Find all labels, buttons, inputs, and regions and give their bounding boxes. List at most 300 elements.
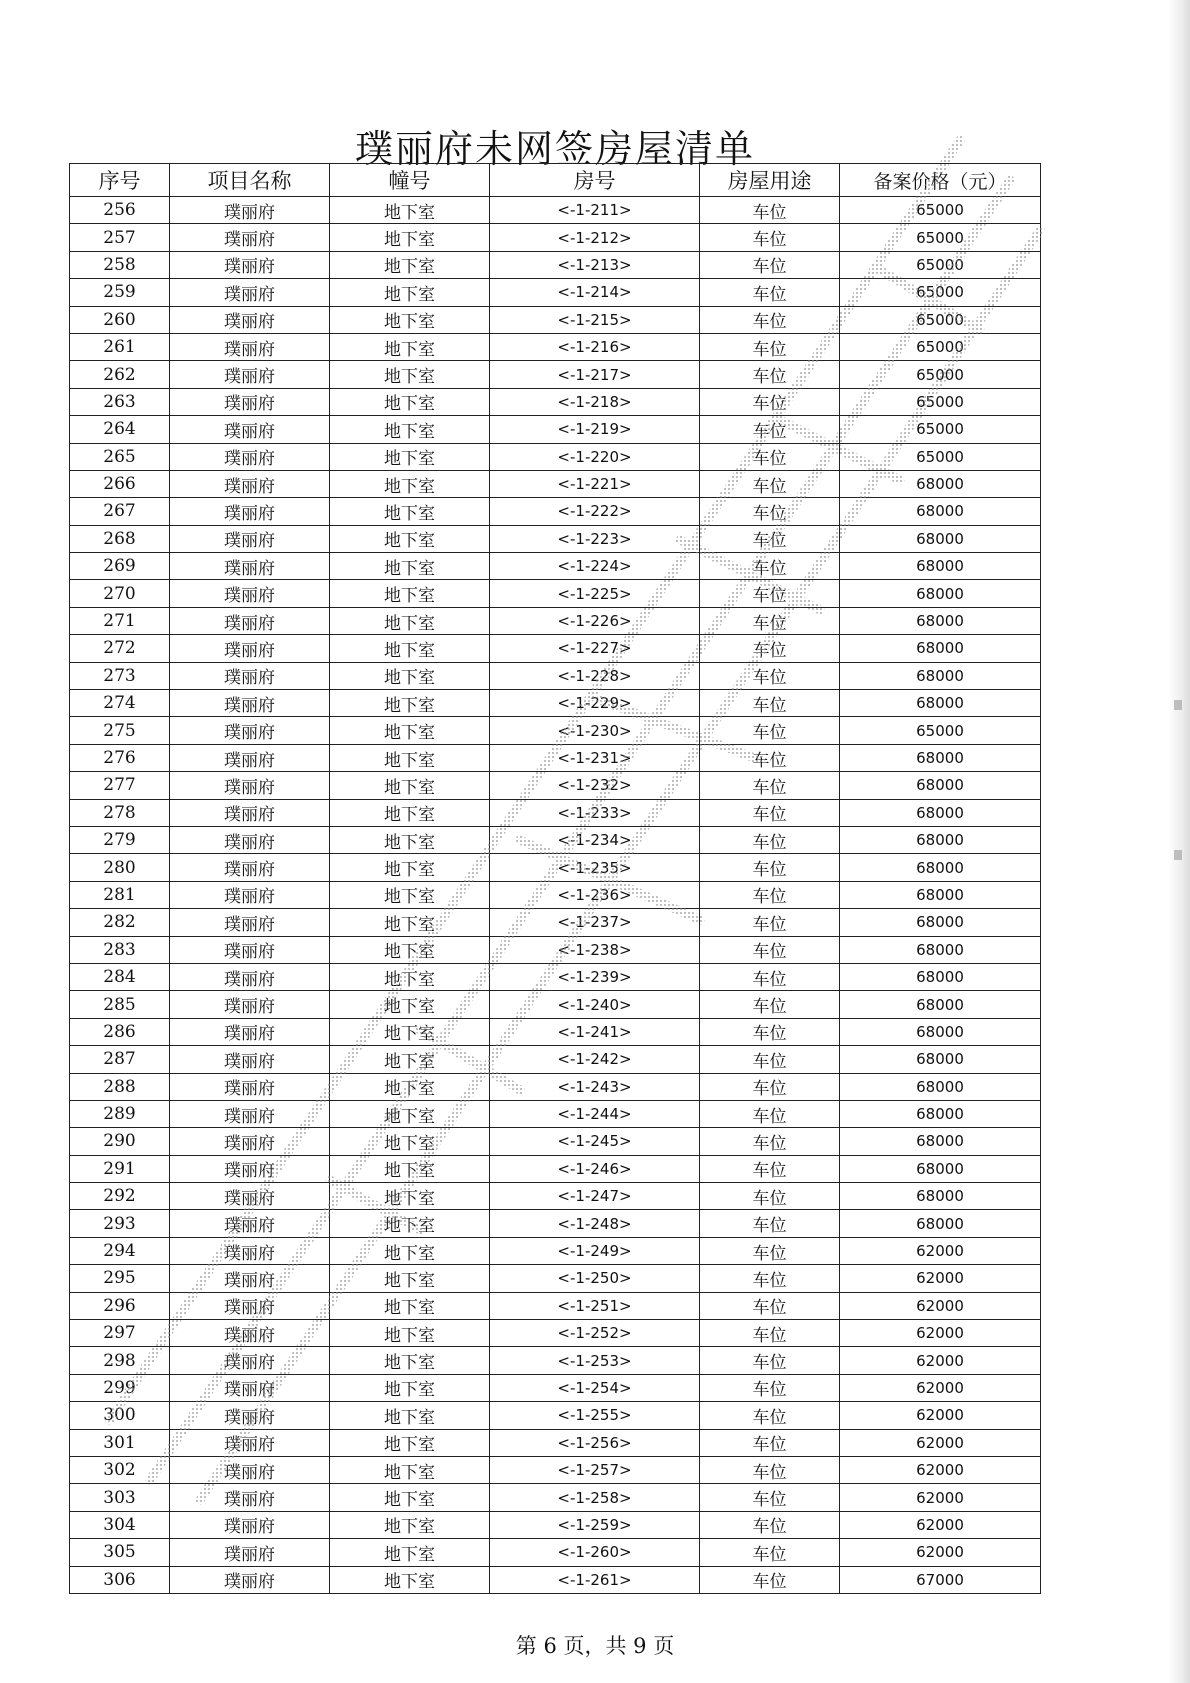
cell-project: 璞丽府 <box>170 1320 330 1347</box>
cell-price: 65000 <box>840 251 1041 278</box>
table-row <box>70 854 1041 881</box>
cell-price: 62000 <box>840 1237 1041 1264</box>
cell-usage: 车位 <box>700 881 840 908</box>
cell-building: 地下室 <box>330 854 490 881</box>
cell-price: 62000 <box>840 1456 1041 1483</box>
cell-no: 286 <box>70 1018 170 1045</box>
cell-room: <-1-212> <box>490 224 700 251</box>
cell-project: 璞丽府 <box>170 772 330 799</box>
cell-room: <-1-257> <box>490 1456 700 1483</box>
table-row <box>70 772 1041 799</box>
cell-price: 68000 <box>840 909 1041 936</box>
cell-usage: 车位 <box>700 690 840 717</box>
cell-no: 287 <box>70 1046 170 1073</box>
cell-price: 68000 <box>840 607 1041 634</box>
cell-usage: 车位 <box>700 936 840 963</box>
cell-project: 璞丽府 <box>170 799 330 826</box>
cell-price: 68000 <box>840 772 1041 799</box>
cell-usage: 车位 <box>700 662 840 689</box>
cell-no: 277 <box>70 772 170 799</box>
cell-price: 68000 <box>840 498 1041 525</box>
cell-room: <-1-232> <box>490 772 700 799</box>
cell-price: 62000 <box>840 1265 1041 1292</box>
cell-price: 62000 <box>840 1374 1041 1401</box>
table-row <box>70 1237 1041 1264</box>
cell-room: <-1-219> <box>490 416 700 443</box>
cell-usage: 车位 <box>700 224 840 251</box>
cell-project: 璞丽府 <box>170 251 330 278</box>
cell-room: <-1-253> <box>490 1347 700 1374</box>
cell-building: 地下室 <box>330 635 490 662</box>
cell-building: 地下室 <box>330 361 490 388</box>
cell-usage: 车位 <box>700 1073 840 1100</box>
table-row <box>70 1046 1041 1073</box>
cell-room: <-1-225> <box>490 580 700 607</box>
table-row <box>70 1100 1041 1127</box>
cell-building: 地下室 <box>330 662 490 689</box>
cell-usage: 车位 <box>700 1183 840 1210</box>
cell-project: 璞丽府 <box>170 416 330 443</box>
scan-edge-shadow <box>1168 0 1190 1683</box>
cell-room: <-1-215> <box>490 306 700 333</box>
cell-building: 地下室 <box>330 1018 490 1045</box>
cell-room: <-1-254> <box>490 1374 700 1401</box>
table-row <box>70 416 1041 443</box>
cell-usage: 车位 <box>700 498 840 525</box>
table-row <box>70 1183 1041 1210</box>
table-row <box>70 525 1041 552</box>
cell-project: 璞丽府 <box>170 826 330 853</box>
cell-project: 璞丽府 <box>170 1429 330 1456</box>
cell-price: 68000 <box>840 936 1041 963</box>
house-list-table <box>69 163 1041 1594</box>
page-title: 璞丽府未网签房屋清单 <box>354 127 755 171</box>
cell-usage: 车位 <box>700 909 840 936</box>
cell-usage: 车位 <box>700 306 840 333</box>
cell-project: 璞丽府 <box>170 333 330 360</box>
cell-room: <-1-260> <box>490 1539 700 1566</box>
cell-price: 62000 <box>840 1511 1041 1538</box>
cell-usage: 车位 <box>700 580 840 607</box>
table-row <box>70 306 1041 333</box>
cell-no: 266 <box>70 470 170 497</box>
cell-room: <-1-240> <box>490 991 700 1018</box>
cell-no: 259 <box>70 279 170 306</box>
cell-building: 地下室 <box>330 1320 490 1347</box>
cell-project: 璞丽府 <box>170 388 330 415</box>
cell-price: 68000 <box>840 826 1041 853</box>
cell-building: 地下室 <box>330 826 490 853</box>
cell-usage: 车位 <box>700 1237 840 1264</box>
cell-usage: 车位 <box>700 525 840 552</box>
cell-room: <-1-259> <box>490 1511 700 1538</box>
cell-price: 68000 <box>840 1128 1041 1155</box>
cell-no: 302 <box>70 1456 170 1483</box>
cell-price: 68000 <box>840 1210 1041 1237</box>
cell-room: <-1-235> <box>490 854 700 881</box>
cell-usage: 车位 <box>700 1347 840 1374</box>
cell-no: 300 <box>70 1402 170 1429</box>
cell-building: 地下室 <box>330 991 490 1018</box>
cell-usage: 车位 <box>700 1456 840 1483</box>
table-row <box>70 635 1041 662</box>
cell-building: 地下室 <box>330 1155 490 1182</box>
cell-building: 地下室 <box>330 498 490 525</box>
cell-room: <-1-239> <box>490 963 700 990</box>
table-row <box>70 1347 1041 1374</box>
cell-project: 璞丽府 <box>170 854 330 881</box>
cell-no: 296 <box>70 1292 170 1319</box>
cell-no: 278 <box>70 799 170 826</box>
header-price: 备案价格（元） <box>840 164 1041 197</box>
cell-project: 璞丽府 <box>170 1183 330 1210</box>
cell-price: 67000 <box>840 1566 1041 1593</box>
cell-price: 65000 <box>840 333 1041 360</box>
cell-no: 293 <box>70 1210 170 1237</box>
cell-project: 璞丽府 <box>170 991 330 1018</box>
table-row <box>70 1374 1041 1401</box>
cell-room: <-1-229> <box>490 690 700 717</box>
cell-usage: 车位 <box>700 607 840 634</box>
cell-project: 璞丽府 <box>170 1347 330 1374</box>
cell-no: 280 <box>70 854 170 881</box>
cell-no: 289 <box>70 1100 170 1127</box>
cell-room: <-1-258> <box>490 1484 700 1511</box>
cell-usage: 车位 <box>700 333 840 360</box>
cell-building: 地下室 <box>330 306 490 333</box>
cell-project: 璞丽府 <box>170 306 330 333</box>
cell-project: 璞丽府 <box>170 1073 330 1100</box>
cell-project: 璞丽府 <box>170 1566 330 1593</box>
cell-usage: 车位 <box>700 991 840 1018</box>
cell-room: <-1-224> <box>490 553 700 580</box>
cell-project: 璞丽府 <box>170 936 330 963</box>
cell-room: <-1-244> <box>490 1100 700 1127</box>
cell-price: 65000 <box>840 279 1041 306</box>
cell-price: 62000 <box>840 1292 1041 1319</box>
cell-room: <-1-231> <box>490 744 700 771</box>
cell-room: <-1-236> <box>490 881 700 908</box>
cell-usage: 车位 <box>700 1511 840 1538</box>
cell-room: <-1-222> <box>490 498 700 525</box>
cell-price: 62000 <box>840 1484 1041 1511</box>
cell-no: 256 <box>70 197 170 224</box>
cell-room: <-1-217> <box>490 361 700 388</box>
cell-building: 地下室 <box>330 1265 490 1292</box>
cell-room: <-1-227> <box>490 635 700 662</box>
cell-usage: 车位 <box>700 744 840 771</box>
cell-building: 地下室 <box>330 1073 490 1100</box>
cell-price: 68000 <box>840 470 1041 497</box>
cell-usage: 车位 <box>700 1566 840 1593</box>
cell-usage: 车位 <box>700 1128 840 1155</box>
cell-price: 65000 <box>840 388 1041 415</box>
table-row <box>70 1018 1041 1045</box>
cell-room: <-1-246> <box>490 1155 700 1182</box>
cell-project: 璞丽府 <box>170 498 330 525</box>
table-row <box>70 607 1041 634</box>
cell-no: 281 <box>70 881 170 908</box>
table-row <box>70 1539 1041 1566</box>
cell-no: 282 <box>70 909 170 936</box>
cell-building: 地下室 <box>330 1100 490 1127</box>
cell-price: 68000 <box>840 991 1041 1018</box>
cell-usage: 车位 <box>700 1429 840 1456</box>
cell-no: 283 <box>70 936 170 963</box>
table-row <box>70 1566 1041 1593</box>
cell-building: 地下室 <box>330 1292 490 1319</box>
cell-project: 璞丽府 <box>170 1155 330 1182</box>
cell-no: 269 <box>70 553 170 580</box>
cell-room: <-1-249> <box>490 1237 700 1264</box>
cell-project: 璞丽府 <box>170 361 330 388</box>
cell-building: 地下室 <box>330 1347 490 1374</box>
cell-price: 68000 <box>840 635 1041 662</box>
cell-price: 68000 <box>840 1100 1041 1127</box>
cell-project: 璞丽府 <box>170 607 330 634</box>
table-row <box>70 443 1041 470</box>
table-row <box>70 361 1041 388</box>
scan-edge-mark <box>1174 850 1182 860</box>
cell-room: <-1-211> <box>490 197 700 224</box>
cell-price: 62000 <box>840 1402 1041 1429</box>
cell-usage: 车位 <box>700 1292 840 1319</box>
cell-no: 297 <box>70 1320 170 1347</box>
cell-room: <-1-241> <box>490 1018 700 1045</box>
table-row <box>70 1320 1041 1347</box>
cell-price: 68000 <box>840 963 1041 990</box>
cell-project: 璞丽府 <box>170 279 330 306</box>
table-row <box>70 717 1041 744</box>
cell-building: 地下室 <box>330 279 490 306</box>
cell-project: 璞丽府 <box>170 197 330 224</box>
table-row <box>70 197 1041 224</box>
cell-price: 68000 <box>840 881 1041 908</box>
cell-price: 62000 <box>840 1539 1041 1566</box>
cell-room: <-1-252> <box>490 1320 700 1347</box>
cell-price: 68000 <box>840 799 1041 826</box>
cell-price: 68000 <box>840 1046 1041 1073</box>
table-row <box>70 1155 1041 1182</box>
cell-no: 290 <box>70 1128 170 1155</box>
cell-usage: 车位 <box>700 635 840 662</box>
cell-no: 265 <box>70 443 170 470</box>
cell-no: 288 <box>70 1073 170 1100</box>
cell-price: 68000 <box>840 525 1041 552</box>
cell-usage: 车位 <box>700 1100 840 1127</box>
cell-no: 284 <box>70 963 170 990</box>
cell-price: 68000 <box>840 553 1041 580</box>
cell-no: 299 <box>70 1374 170 1401</box>
cell-project: 璞丽府 <box>170 1511 330 1538</box>
table-row <box>70 388 1041 415</box>
cell-room: <-1-234> <box>490 826 700 853</box>
cell-no: 279 <box>70 826 170 853</box>
cell-no: 295 <box>70 1265 170 1292</box>
cell-price: 65000 <box>840 443 1041 470</box>
cell-building: 地下室 <box>330 799 490 826</box>
table-header-row <box>70 164 1041 197</box>
cell-usage: 车位 <box>700 197 840 224</box>
cell-room: <-1-237> <box>490 909 700 936</box>
cell-no: 304 <box>70 1511 170 1538</box>
table-row <box>70 1402 1041 1429</box>
cell-project: 璞丽府 <box>170 635 330 662</box>
cell-usage: 车位 <box>700 854 840 881</box>
cell-building: 地下室 <box>330 1046 490 1073</box>
cell-no: 291 <box>70 1155 170 1182</box>
cell-room: <-1-216> <box>490 333 700 360</box>
cell-building: 地下室 <box>330 416 490 443</box>
cell-price: 65000 <box>840 416 1041 443</box>
cell-no: 257 <box>70 224 170 251</box>
cell-project: 璞丽府 <box>170 1018 330 1045</box>
cell-usage: 车位 <box>700 799 840 826</box>
cell-usage: 车位 <box>700 1539 840 1566</box>
cell-room: <-1-247> <box>490 1183 700 1210</box>
cell-price: 65000 <box>840 224 1041 251</box>
cell-usage: 车位 <box>700 1046 840 1073</box>
cell-project: 璞丽府 <box>170 1402 330 1429</box>
cell-price: 65000 <box>840 306 1041 333</box>
table-row <box>70 1456 1041 1483</box>
cell-price: 65000 <box>840 717 1041 744</box>
table-row <box>70 1128 1041 1155</box>
cell-building: 地下室 <box>330 1511 490 1538</box>
cell-building: 地下室 <box>330 1374 490 1401</box>
cell-usage: 车位 <box>700 443 840 470</box>
cell-no: 301 <box>70 1429 170 1456</box>
cell-room: <-1-248> <box>490 1210 700 1237</box>
cell-building: 地下室 <box>330 717 490 744</box>
cell-project: 璞丽府 <box>170 1374 330 1401</box>
cell-usage: 车位 <box>700 826 840 853</box>
header-project: 项目名称 <box>170 164 330 197</box>
table-row <box>70 553 1041 580</box>
cell-building: 地下室 <box>330 1402 490 1429</box>
cell-price: 68000 <box>840 690 1041 717</box>
cell-project: 璞丽府 <box>170 1265 330 1292</box>
cell-building: 地下室 <box>330 580 490 607</box>
cell-price: 68000 <box>840 1155 1041 1182</box>
cell-building: 地下室 <box>330 881 490 908</box>
cell-room: <-1-238> <box>490 936 700 963</box>
cell-price: 62000 <box>840 1320 1041 1347</box>
cell-no: 258 <box>70 251 170 278</box>
cell-no: 267 <box>70 498 170 525</box>
cell-price: 68000 <box>840 662 1041 689</box>
cell-usage: 车位 <box>700 279 840 306</box>
cell-usage: 车位 <box>700 717 840 744</box>
table-row <box>70 1265 1041 1292</box>
cell-no: 271 <box>70 607 170 634</box>
table-row <box>70 991 1041 1018</box>
cell-no: 292 <box>70 1183 170 1210</box>
cell-usage: 车位 <box>700 963 840 990</box>
cell-project: 璞丽府 <box>170 525 330 552</box>
cell-usage: 车位 <box>700 470 840 497</box>
cell-project: 璞丽府 <box>170 470 330 497</box>
cell-room: <-1-242> <box>490 1046 700 1073</box>
cell-usage: 车位 <box>700 416 840 443</box>
table-row <box>70 279 1041 306</box>
cell-building: 地下室 <box>330 1484 490 1511</box>
cell-price: 68000 <box>840 854 1041 881</box>
cell-room: <-1-261> <box>490 1566 700 1593</box>
cell-price: 68000 <box>840 580 1041 607</box>
cell-usage: 车位 <box>700 1210 840 1237</box>
cell-project: 璞丽府 <box>170 1046 330 1073</box>
cell-project: 璞丽府 <box>170 744 330 771</box>
cell-building: 地下室 <box>330 936 490 963</box>
cell-price: 62000 <box>840 1347 1041 1374</box>
cell-price: 68000 <box>840 1018 1041 1045</box>
scan-edge-mark <box>1174 700 1182 710</box>
header-usage: 房屋用途 <box>700 164 840 197</box>
table-body <box>70 197 1041 1594</box>
cell-no: 274 <box>70 690 170 717</box>
cell-project: 璞丽府 <box>170 1210 330 1237</box>
cell-usage: 车位 <box>700 388 840 415</box>
cell-room: <-1-255> <box>490 1402 700 1429</box>
cell-building: 地下室 <box>330 553 490 580</box>
table-row <box>70 580 1041 607</box>
cell-project: 璞丽府 <box>170 224 330 251</box>
cell-usage: 车位 <box>700 1402 840 1429</box>
cell-room: <-1-226> <box>490 607 700 634</box>
table-row <box>70 333 1041 360</box>
cell-room: <-1-221> <box>490 470 700 497</box>
cell-project: 璞丽府 <box>170 1100 330 1127</box>
cell-project: 璞丽府 <box>170 717 330 744</box>
cell-no: 268 <box>70 525 170 552</box>
cell-project: 璞丽府 <box>170 1128 330 1155</box>
cell-no: 306 <box>70 1566 170 1593</box>
cell-no: 264 <box>70 416 170 443</box>
cell-no: 263 <box>70 388 170 415</box>
cell-room: <-1-233> <box>490 799 700 826</box>
table-row <box>70 744 1041 771</box>
cell-room: <-1-256> <box>490 1429 700 1456</box>
table-row <box>70 826 1041 853</box>
cell-usage: 车位 <box>700 1484 840 1511</box>
cell-price: 65000 <box>840 197 1041 224</box>
cell-building: 地下室 <box>330 690 490 717</box>
cell-room: <-1-218> <box>490 388 700 415</box>
cell-room: <-1-250> <box>490 1265 700 1292</box>
cell-usage: 车位 <box>700 361 840 388</box>
cell-room: <-1-230> <box>490 717 700 744</box>
cell-no: 260 <box>70 306 170 333</box>
table-row <box>70 881 1041 908</box>
cell-price: 65000 <box>840 361 1041 388</box>
table-row <box>70 936 1041 963</box>
cell-room: <-1-251> <box>490 1292 700 1319</box>
cell-building: 地下室 <box>330 1456 490 1483</box>
cell-no: 298 <box>70 1347 170 1374</box>
cell-room: <-1-245> <box>490 1128 700 1155</box>
cell-project: 璞丽府 <box>170 909 330 936</box>
cell-building: 地下室 <box>330 251 490 278</box>
cell-usage: 车位 <box>700 1320 840 1347</box>
cell-building: 地下室 <box>330 197 490 224</box>
cell-no: 272 <box>70 635 170 662</box>
cell-building: 地下室 <box>330 909 490 936</box>
table-row <box>70 224 1041 251</box>
cell-building: 地下室 <box>330 1566 490 1593</box>
table-row <box>70 1073 1041 1100</box>
cell-project: 璞丽府 <box>170 963 330 990</box>
